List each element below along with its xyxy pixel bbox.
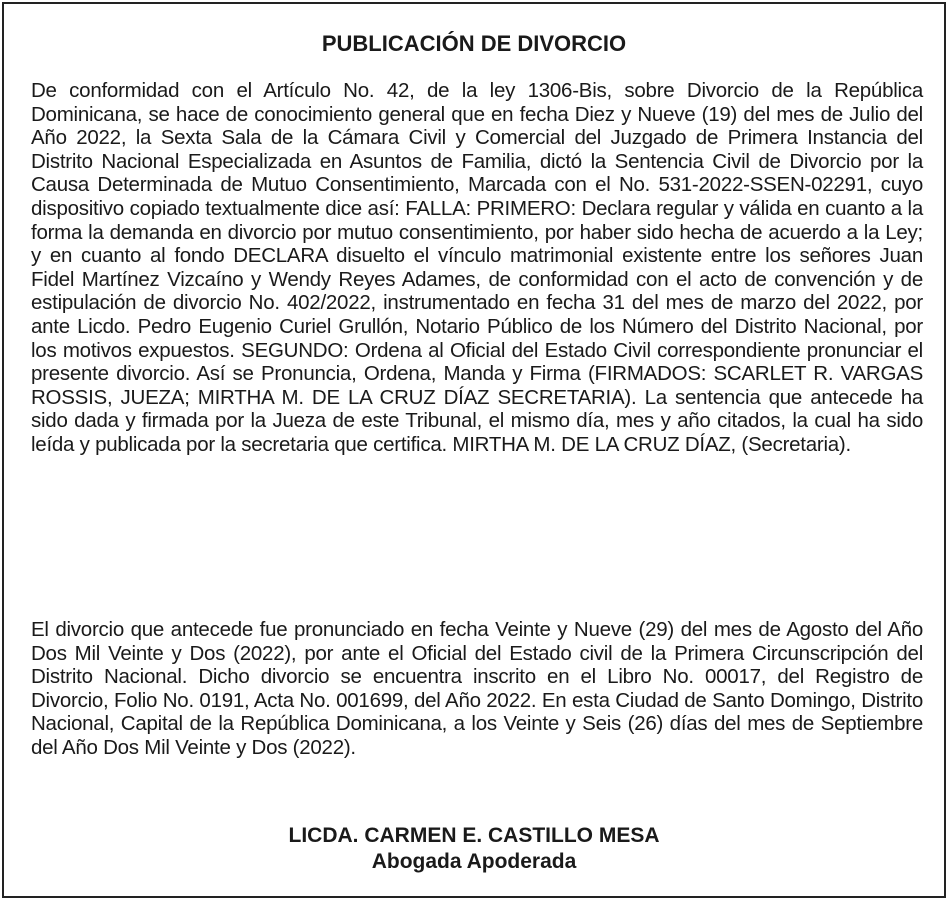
notice-paragraph-sentence: De conformidad con el Artículo No. 42, de la ley 1306-Bis, sobre Divorcio de la República Dominicana, se hace de conocimiento general que en fecha Diez y Nueve (19) del mes de Julio del Año 2022, la Sexta Sala de la Cámara Civil y Comercial del Juzgado de Primera Instancia del Distrito Nacional Especializada en Asuntos de Familia, dictó la Sentencia Civil de Divorcio por la Causa Determinada de Mutuo Consentimiento, Marcada con el No. 531-2022-SSEN-02291, cuyo dispositivo copiado textualmente dice así: FALLA: PRIMERO: Declara regular y válida en cuanto a la forma la demanda en divorcio por mutuo consentimiento, por haber sido hecha de acuerdo a la Ley; y en cuanto al fondo DECLARA disuelto el vínculo matrimonial existente entre los señores Juan Fidel Martínez Vizcaíno y Wendy Reyes Adames, de conformidad con el acto de convención y de estipulación de divorcio No. 402/2022, instrumentado en fecha 31 del mes de marzo del 2022, por ante Licdo. Pedro Eugenio Curiel Grullón, Notario Público de los Número del Distrito Nacional, por los motivos expuestos. SEGUNDO: Ordena al Oficial del Estado Civil correspondiente pronunciar el presente divorcio. Así se Pronuncia, Ordena, Manda y Firma (FIRMADOS: SCARLET R. VARGAS ROSSIS, JUEZA; MIRTHA M. DE LA CRUZ DÍAZ SECRETARIA). La sentencia que antecede ha sido dada y firmada por la Jueza de este Tribunal, el mismo día, mes y año citados, la cual ha sido leída y publicada por la secretaria que certifica. MIRTHA M. DE LA CRUZ DÍAZ, (Secretaria). bbox=[31, 79, 923, 456]
signer-name: LICDA. CARMEN E. CASTILLO MESA bbox=[288, 824, 660, 847]
notice-paragraph-registration: El divorcio que antecede fue pronunciado en fecha Veinte y Nueve (29) del mes de Agosto del Año Dos Mil Veinte y Dos (2022), por ante el Oficial del Estado civil de la Primera Circunscripción del Distrito Nacional. Dicho divorcio se encuentra inscrito en el Libro No. 00017, del Registro de Divorcio, Folio No. 0191, Acta No. 001699, del Año 2022. En esta Ciudad de Santo Domingo, Distrito Nacional, Capital de la República Dominicana, a los Veinte y Seis (26) días del mes de Septiembre del Año Dos Mil Veinte y Dos (2022). bbox=[31, 618, 923, 759]
notice-title: PUBLICACIÓN DE DIVORCIO bbox=[321, 31, 627, 56]
legal-notice bbox=[2, 2, 946, 898]
signer-role: Abogada Apoderada bbox=[371, 850, 577, 873]
